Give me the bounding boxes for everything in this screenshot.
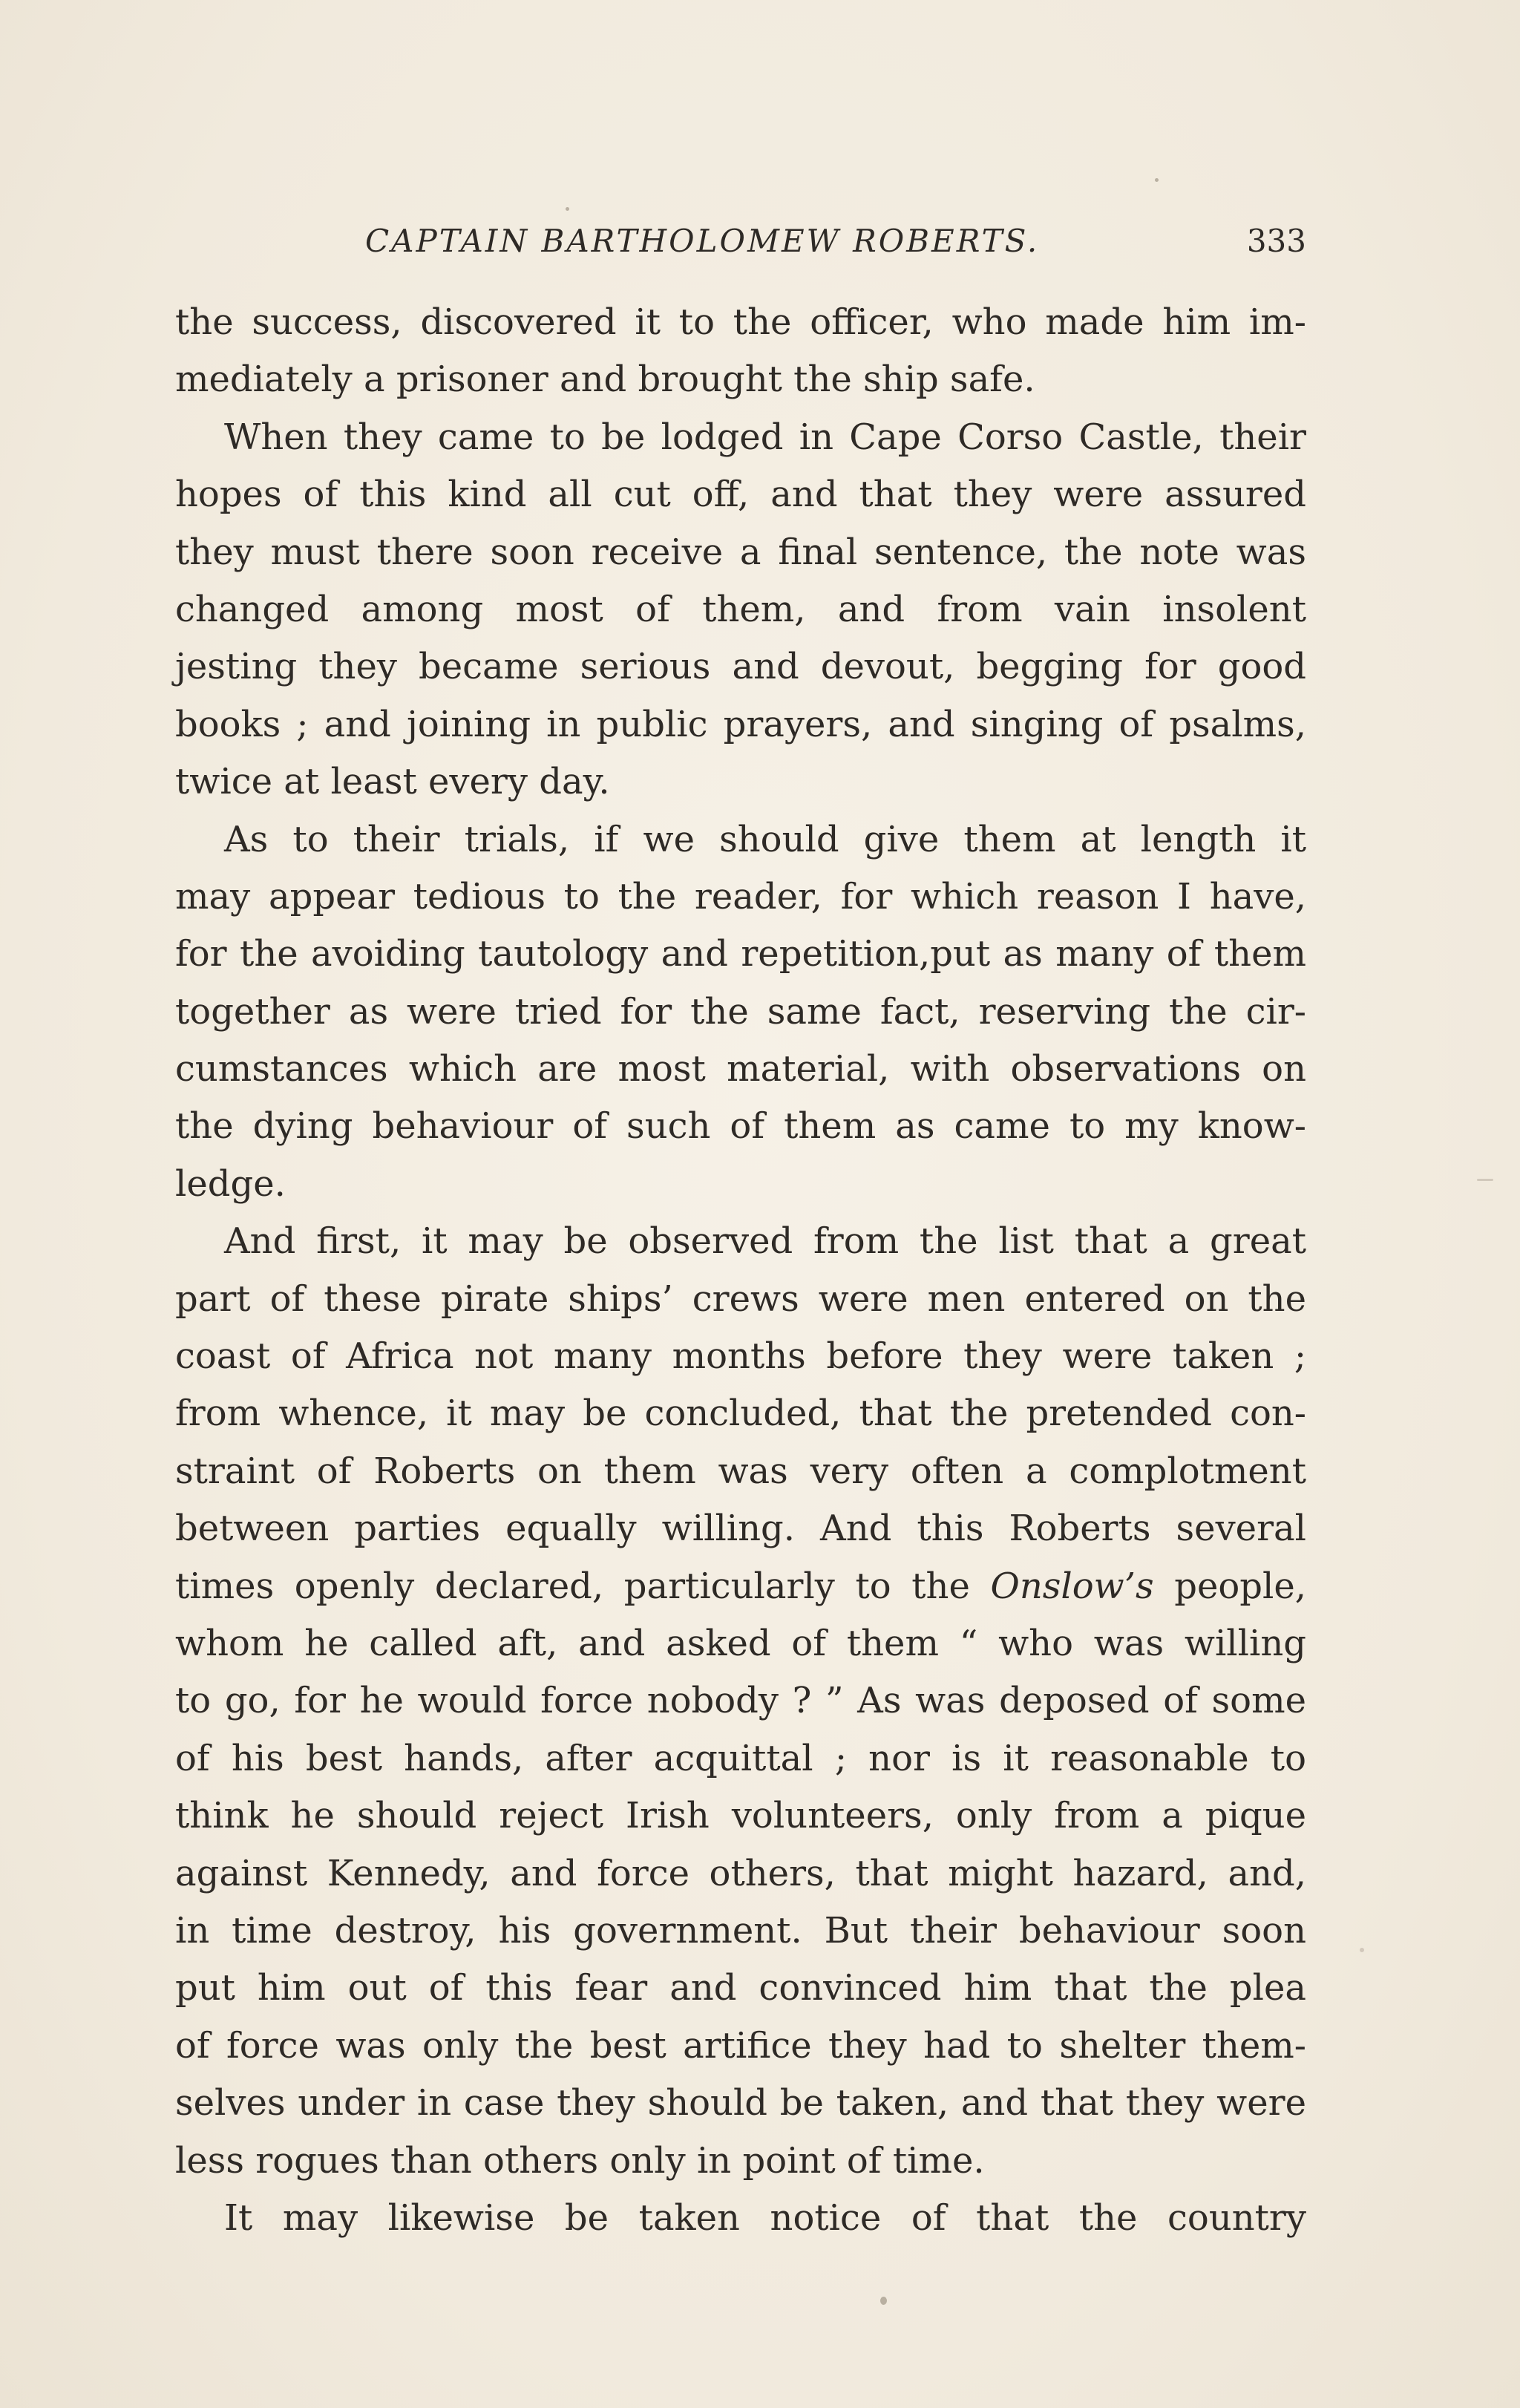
text-line: straint of Roberts on them was very often a complotment [175, 1450, 1306, 1492]
text-line: between parties equally willing. And this Roberts several [175, 1508, 1306, 1550]
text-line: against Kennedy, and force others, that might hazard, and, [175, 1852, 1306, 1894]
paper-fleck [880, 2297, 887, 2305]
paper-fleck [566, 207, 569, 211]
paper-fleck [1360, 1948, 1364, 1952]
text-line: part of these pirate ships’ crews were men entered on the [175, 1277, 1306, 1320]
text-line: the success, discovered it to the officer, who made him im- [175, 301, 1306, 343]
text-line: jesting they became serious and devout, begging for good [175, 646, 1306, 688]
text-line: As to their trials, if we should give them at length it [224, 818, 1306, 860]
text-line: together as were tried for the same fact, reserving the cir- [175, 990, 1306, 1033]
page-header [175, 217, 1306, 266]
text-line: When they came to be lodged in Cape Corso Castle, their [224, 416, 1306, 458]
text-line: mediately a prisoner and brought the ship safe. [175, 359, 1035, 401]
text-line: may appear tedious to the reader, for which reason I have, [175, 875, 1306, 917]
text-line: ledge. [175, 1162, 286, 1205]
text-line: think he should reject Irish volunteers, only from a pique [175, 1795, 1306, 1837]
text-line: of force was only the best artifice they had to shelter them- [175, 2024, 1306, 2067]
text-line: for the avoiding tautology and repetition,put as many of them [175, 933, 1306, 975]
text-line: books ; and joining in public prayers, and singing of psalms, [175, 703, 1306, 745]
text-line: coast of Africa not many months before they were taken ; [175, 1335, 1306, 1378]
running-title: CAPTAIN BARTHOLOMEW ROBERTS. [365, 223, 1040, 259]
text-line: less rogues than others only in point of time. [175, 2139, 985, 2182]
page-number: 333 [1246, 223, 1306, 259]
text-line: cumstances which are most material, with observations on [175, 1048, 1306, 1090]
text-line: twice at least every day. [175, 761, 610, 803]
text-line: selves under in case they should be taken, and that they were [175, 2082, 1306, 2124]
text-line: whom he called aft, and asked of them “ who was willing [175, 1622, 1306, 1664]
text-line: to go, for he would force nobody ? ” As was deposed of some [175, 1680, 1306, 1722]
text-line: the dying behaviour of such of them as came to my know- [175, 1105, 1306, 1148]
paper-fleck [1155, 178, 1159, 182]
text-line: put him out of this fear and convinced him that the plea [175, 1967, 1306, 2009]
text-line: in time destroy, his government. But their behaviour soon [175, 1909, 1306, 1951]
text-line: from whence, it may be concluded, that the pretended con- [175, 1393, 1306, 1435]
text-line: times openly declared, particularly to the Onslow’s people, [175, 1565, 1307, 1607]
text-line: changed among most of them, and from vain insolent [175, 588, 1306, 630]
body-text [175, 294, 1306, 2247]
text-line: It may likewise be taken notice of that the country [224, 2196, 1306, 2239]
text-line: they must there soon receive a final sentence, the note was [175, 531, 1306, 573]
paper-fleck [1477, 1179, 1493, 1181]
text-line: hopes of this kind all cut off, and that they were assured [175, 474, 1306, 516]
ship-name: Onslow’s [990, 1565, 1154, 1607]
text-line: of his best hands, after acquittal ; nor is it reasonable to [175, 1737, 1306, 1779]
text-line: And first, it may be observed from the list that a great [224, 1220, 1306, 1263]
